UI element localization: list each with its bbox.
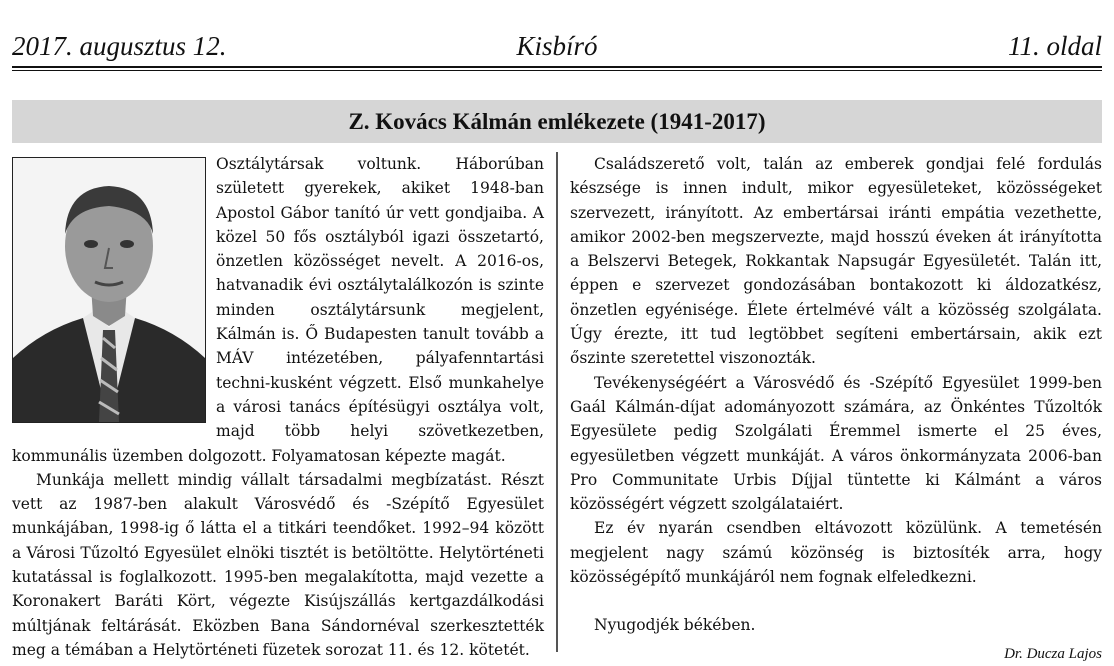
page-number: 11. oldal — [1008, 31, 1102, 61]
author-signature: Dr. Ducza Lajos — [1004, 645, 1102, 662]
page-header — [12, 28, 1102, 64]
paragraph: Munkája mellett mindig vállalt társadalmi megbízatást. Részt vett az 1987-ben alakult Városvédő és -Szépítő Egyesület munkájában, 1998-ig ő látta el a titkári teendőket. 1992–94 között a Városi Tűzoltó Egyesület elnöki tisztét is betöltötte. Helytörténeti kutatással is foglalkozott. 1995-ben megalakította, majd vezette a Koronakert Baráti Kört, végezte Kisújszállás kertgazdálkodási múltjának feltárását. Eközben Bana Sándornéval szerkesztették meg a témában a Helytörténeti füzetek sorozat 11. és 12. kötetét. — [12, 470, 544, 659]
header-rule-thin — [12, 70, 1102, 71]
right-column — [570, 152, 1102, 666]
column-divider — [556, 152, 558, 652]
closing-line: Nyugodjék békében. — [594, 616, 756, 635]
portrait-photo — [12, 157, 206, 423]
portrait-icon — [13, 158, 205, 422]
header-rule-thick — [12, 66, 1102, 68]
paragraph: Osztálytársak voltunk. Háborúban született gyerekek, akiket 1948-ban Apostol Gábor tanító úr vett gondjaiba. A közel 50 fős osztályból igazi összetartó, önzetlen közösséget nevelt. A 2016-os, hatvanadik évi osztálytalálkozón is szinte minden osztálytársunk megjelent, Kálmán is. Ő Budapesten tanult tovább a MÁV intézetében, pályafenntartási techni-kusként végzett. Első munkahelye a városi tanács építésügyi osztálya volt, majd több helyi szövetkezetben, kommunális üzemben dolgozott. Folyamatosan képezte magát. — [12, 155, 544, 465]
article-title: Z. Kovács Kálmán emlékezete (1941-2017) — [12, 100, 1102, 143]
paragraph: Tevékenységéért a Városvédő és -Szépítő Egyesület 1999-ben Gaál Kálmán-díjat adományozott számára, az Önkéntes Tűzoltók Egyesülete pedig Szolgálati Éremmel ismerte el 25 éves, egyesületben végzett munkáját. A város önkormányzata 2006-ban Pro Communitate Urbis Díjjal tüntette ki Kálmánt a város közösségért végzett szolgálataiért. — [570, 373, 1102, 514]
paragraph: Ez év nyarán csendben eltávozott közülünk. A temetésén megjelent nagy számú közönség is biztosíték arra, hogy közösségépítő munkájáról nem fognak elfeledkezni. — [570, 519, 1102, 587]
paragraph: Családszerető volt, talán az emberek gondjai felé fordulás készsége is innen indult, mikor egyesületeket, közösségeket szervezett, irányított. Az embertársai iránti empátia vezethette, amikor 2002-ben megszervezte, majd hosszú éveken át irányította a Belszervi Betegek, Rokkantak Napsugár Egyesületét. Talán itt, éppen e szervezet gondozásában bontakozott ki áldozatkész, önzetlen egyénisége. Élete értelmévé vált a közösség szolgálata. Úgy érezte, itt tud legtöbbet segíteni embertársain, akik ezt őszinte szeretettel viszonozták. — [570, 155, 1102, 368]
left-column — [12, 152, 544, 662]
publication-name: Kisbíró — [516, 31, 598, 61]
issue-date: 2017. augusztus 12. — [12, 31, 227, 61]
